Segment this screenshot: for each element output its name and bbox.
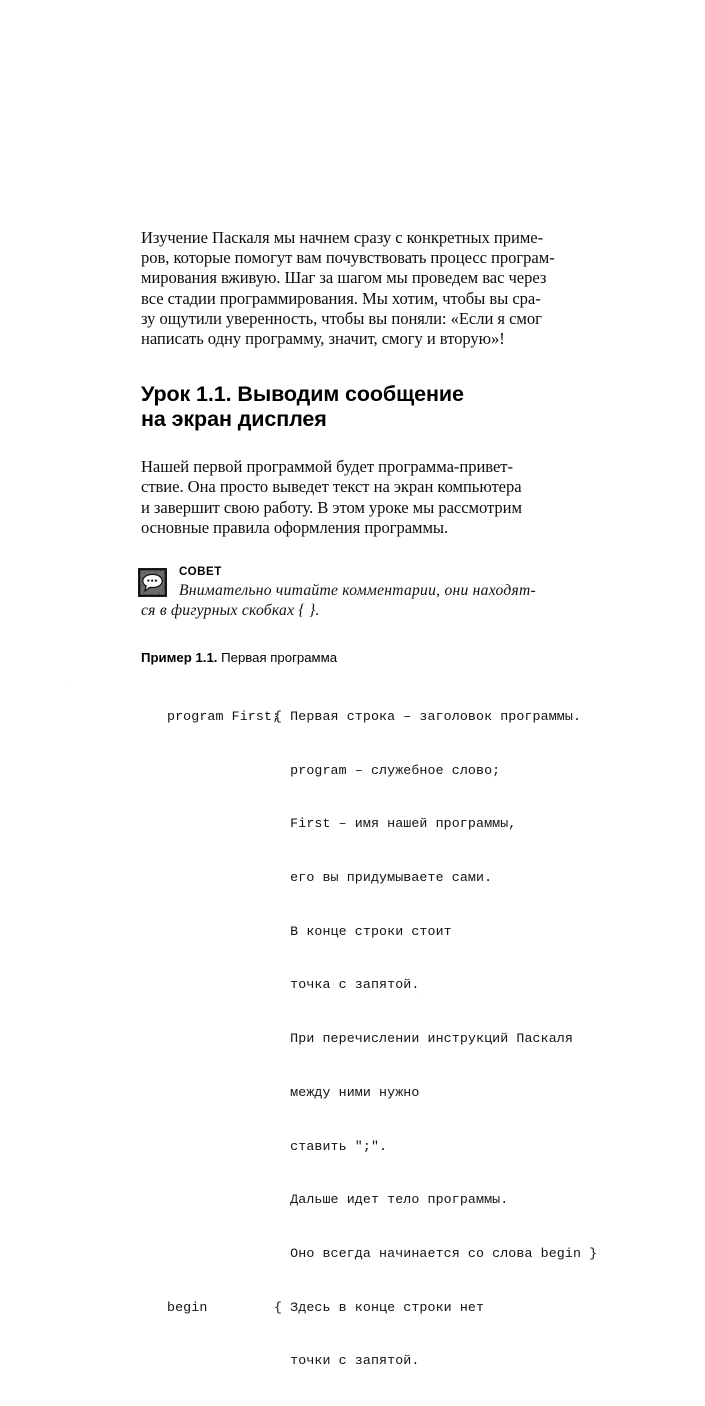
code-comment: Оно всегда начинается со слова begin } (274, 1246, 598, 1262)
code-comment: Дальше идет тело программы. (274, 1192, 509, 1208)
code-comment: точка с запятой. (274, 977, 420, 993)
code-comment: между ними нужно (274, 1084, 420, 1100)
code-line (167, 762, 579, 780)
code-listing (167, 672, 598, 1406)
code-line (167, 815, 579, 833)
spacer (141, 349, 579, 382)
example-caption (141, 650, 579, 666)
code-comment: { Здесь в конце строки нет (274, 1299, 485, 1315)
example-title: Первая программа (221, 650, 338, 666)
code-comment: ставить ";". (274, 1138, 388, 1154)
paragraph-line: зу ощутили уверенность, чтобы вы поняли: «Если я смог (141, 308, 542, 328)
code-comment: точки с запятой. (274, 1353, 420, 1369)
spacer (141, 621, 579, 650)
code-comment: его вы придумываете сами. (274, 870, 493, 885)
spacer (141, 432, 579, 457)
code-line (167, 1352, 579, 1370)
code-line (167, 1138, 579, 1156)
paragraph-line: мирования вживую. Шаг за шагом мы проведем вас через (141, 268, 547, 288)
paragraph-line: Изучение Паскаля мы начнем сразу с конкретных приме- (141, 228, 544, 247)
code-comment: program – служебное слово; (274, 762, 501, 778)
code-comment: В конце строки стоит (274, 923, 452, 939)
spacer (141, 538, 579, 565)
code-line (167, 1084, 579, 1102)
code-line (167, 1245, 598, 1263)
paragraph-line: ствие. Она просто выведет текст на экран компьютера (141, 477, 522, 497)
page-content-column (141, 228, 598, 1406)
code-comment: First – имя нашей программы, (274, 816, 517, 832)
lesson-paragraph (141, 457, 579, 538)
paragraph-line: и завершит свою работу. В этом уроке мы рассмотрим (141, 497, 522, 517)
tip-text (141, 581, 579, 621)
code-statement: program First; (167, 708, 281, 724)
example-number: Пример 1.1. (141, 650, 218, 666)
paragraph-line: все стадии программирования. Мы хотим, чтобы вы сра- (141, 288, 541, 308)
lesson-heading (141, 382, 579, 432)
tip-label: СОВЕТ (179, 565, 222, 579)
speech-bubble-tip-icon (138, 568, 167, 597)
code-line (167, 869, 579, 887)
paragraph-line: Нашей первой программой будет программа-привет- (141, 457, 513, 477)
paragraph-line: ров, которые помогут вам почувствовать процесс програм- (141, 248, 555, 268)
code-line (167, 976, 579, 994)
tip-text-line: ся в фигурных скобках { }. (141, 602, 320, 620)
paragraph-line: основные правила оформления программы. (141, 517, 449, 537)
tip-callout (141, 565, 579, 621)
code-comment: При перечислении инструкций Паскаля (274, 1031, 573, 1047)
lesson-heading-line: на экран дисплея (141, 407, 327, 432)
intro-paragraph (141, 228, 579, 349)
code-line (167, 1030, 579, 1048)
lesson-heading-line: Урок 1.1. Выводим сообщение (141, 382, 464, 407)
code-line (167, 1191, 579, 1209)
code-line (167, 1299, 579, 1317)
tip-text-line: Внимательно читайте комментарии, они находят- (179, 582, 536, 600)
code-statement: begin (167, 1299, 208, 1315)
paragraph-line: написать одну программу, значит, смогу и вторую»! (141, 329, 505, 349)
code-line (167, 923, 579, 941)
code-line (167, 708, 582, 726)
code-comment: { Первая строка – заголовок программы. (274, 708, 582, 724)
